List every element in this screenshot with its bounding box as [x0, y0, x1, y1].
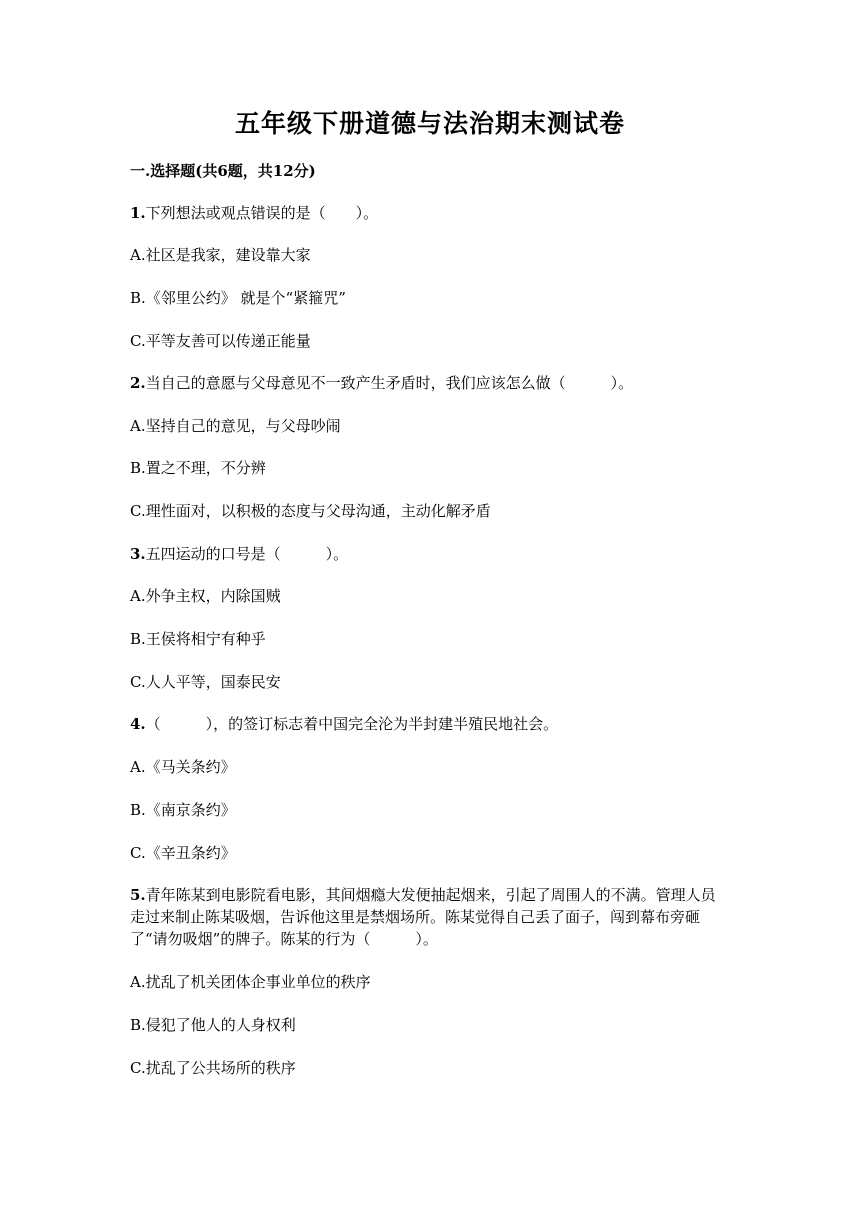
question-4-option-b: B.《南京条约》 — [130, 801, 236, 819]
question-4-option-c: C.《辛丑条约》 — [130, 844, 236, 862]
question-5-option-c: C.扰乱了公共场所的秩序 — [130, 1059, 296, 1077]
question-number: 2. — [130, 374, 146, 392]
question-1-option-c: C.平等友善可以传递正能量 — [130, 332, 311, 350]
question-number: 3. — [130, 545, 146, 563]
section-heading: 一.选择题(共6题，共12分) — [130, 162, 316, 180]
question-stem: 当自己的意愿与父母意见不一致产生矛盾时，我们应该怎么做（ ）。 — [145, 374, 634, 392]
question-3 — [130, 543, 348, 565]
question-5-option-a: A.扰乱了机关团体企事业单位的秩序 — [130, 973, 371, 991]
question-1 — [130, 202, 378, 224]
question-stem: 下列想法或观点错误的是（ ）。 — [145, 204, 379, 222]
question-3-option-b: B.王侯将相宁有种乎 — [130, 630, 266, 648]
question-3-option-c: C.人人平等，国泰民安 — [130, 673, 281, 691]
question-stem: （ ），的签订标志着中国完全沦为半封建半殖民地社会。 — [145, 715, 559, 733]
question-2 — [130, 372, 633, 394]
question-1-option-a: A.社区是我家，建设靠大家 — [130, 246, 311, 264]
question-stem: 青年陈某到电影院看电影，其间烟瘾大发便抽起烟来，引起了周围人的不满。管理人员走过来制止陈某吸烟，告诉他这里是禁烟场所。陈某觉得自己丢了面子，闯到幕布旁砸了“请勿吸烟”的牌子。陈某的行为（ ）。 — [130, 886, 716, 948]
page-title: 五年级下册道德与法治期末测试卷 — [234, 109, 625, 138]
question-4-option-a: A.《马关条约》 — [130, 758, 236, 776]
question-3-option-a: A.外争主权，内除国贼 — [130, 587, 281, 605]
question-number: 4. — [130, 715, 146, 733]
question-2-option-c: C.理性面对，以积极的态度与父母沟通，主动化解矛盾 — [130, 502, 491, 520]
question-2-option-a: A.坚持自己的意见，与父母吵闹 — [130, 417, 341, 435]
question-5-option-b: B.侵犯了他人的人身权利 — [130, 1016, 296, 1034]
question-stem: 五四运动的口号是（ ）。 — [145, 545, 349, 563]
question-number: 1. — [130, 204, 146, 222]
question-number: 5. — [130, 886, 146, 904]
question-5 — [130, 884, 730, 950]
question-1-option-b: B.《邻里公约》 就是个“紧箍咒” — [130, 289, 346, 307]
question-2-option-b: B.置之不理，不分辨 — [130, 459, 266, 477]
question-4 — [130, 713, 558, 735]
